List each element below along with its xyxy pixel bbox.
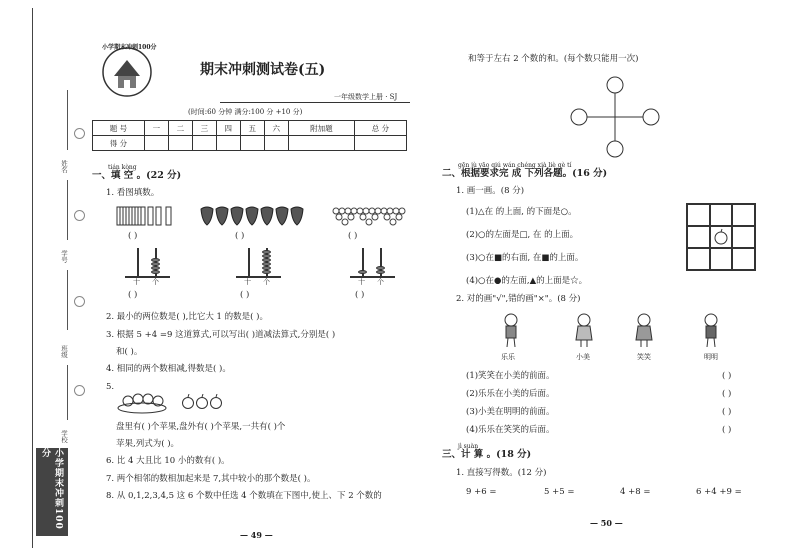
table-cell[interactable]	[355, 136, 407, 151]
question-5: 5.	[106, 382, 115, 392]
answer-blank[interactable]: ( )	[722, 389, 732, 399]
abacus-bead	[358, 270, 367, 274]
table-cell: 附加题	[288, 121, 354, 136]
abacus-base	[125, 276, 170, 278]
table-cell: 四	[216, 121, 240, 136]
grid-cell[interactable]	[687, 204, 710, 226]
answer-blank[interactable]: ( )	[240, 290, 250, 300]
grapes-icon	[330, 205, 410, 227]
abacus-base	[350, 276, 395, 278]
question-3: 3. 根据 5 +4 =9 这道算式,可以写出( )道减法算式,分别是( )	[106, 330, 336, 340]
child-figure-icon	[573, 312, 595, 348]
abacus	[350, 244, 395, 284]
section-heading: 一、填 空 。(22 分)	[92, 170, 182, 181]
calc-item[interactable]: 5 +5 =	[544, 487, 575, 497]
draw-task-2: (2)○的左面是□, 在 的上面。	[466, 230, 579, 240]
table-row	[93, 136, 407, 151]
child-name: 小美	[576, 353, 590, 361]
binding-hole	[74, 296, 85, 307]
grid-cell[interactable]	[732, 226, 755, 248]
draw-task-1: (1)△在 的上面, 的下面是○。	[466, 207, 577, 217]
question-5-text-cont: 苹果,列式为( )。	[116, 439, 180, 449]
calc-item[interactable]: 4 +8 =	[620, 487, 651, 497]
binding-hole	[74, 128, 85, 139]
page-title: 期末冲刺测试卷(五)	[200, 62, 326, 78]
table-cell[interactable]	[192, 136, 216, 151]
table-cell: 得 分	[93, 136, 145, 151]
spine-divider	[67, 270, 68, 330]
question-1: 1. 看图填数。	[106, 188, 160, 198]
section-heading: 二、根据要求完 成 下列各题。(16 分)	[442, 168, 608, 179]
spine-school-label: 学校	[60, 430, 68, 443]
statement: (1)笑笑在小美的前面。	[466, 371, 555, 381]
spine-divider	[67, 365, 68, 420]
grid-cell[interactable]	[710, 204, 733, 226]
binding-hole	[74, 385, 85, 396]
table-cell: 题 号	[93, 121, 145, 136]
answer-blank[interactable]: ( )	[722, 425, 732, 435]
exam-meta: (时间:60 分钟 满分:100 分 +10 分)	[188, 108, 303, 116]
logo-badge	[100, 42, 157, 100]
table-cell[interactable]	[240, 136, 264, 151]
question-2: 2. 最小的两位数是( ),比它大 1 的数是( )。	[106, 312, 268, 322]
question-1: 1. 画一画。(8 分)	[456, 186, 525, 196]
child-name: 明明	[704, 353, 718, 361]
tens-label: 十	[133, 278, 140, 286]
draw-task-3: (3)○在■的右面, 在■的上面。	[466, 253, 584, 263]
ones-label: 个	[263, 278, 270, 286]
abacus-rod	[137, 248, 139, 276]
calc-item[interactable]: 6 +4 +9 =	[696, 487, 742, 497]
spine-name-label: 姓名	[60, 160, 68, 173]
question-3-1: 1. 直接写得数。(12 分)	[456, 468, 547, 478]
grid-cell[interactable]	[732, 248, 755, 270]
strawberries-icon	[198, 205, 304, 227]
question-8: 8. 从 0,1,2,3,4,5 这 6 个数中任选 4 个数填在下图中,使上、下 2 个数的	[106, 491, 382, 501]
spine-class-label: 班级	[60, 345, 68, 358]
answer-blank[interactable]: ( )	[128, 231, 138, 241]
abacus-bead	[151, 270, 160, 274]
table-cell[interactable]	[264, 136, 288, 151]
question-5-text: 盘里有( )个苹果,盘外有( )个苹果,一共有( )个	[116, 422, 286, 432]
page-number: — 50 —	[590, 518, 623, 528]
spine-divider	[67, 180, 68, 240]
table-row	[93, 121, 407, 136]
answer-blank[interactable]: ( )	[722, 407, 732, 417]
answer-blank[interactable]: ( )	[348, 231, 358, 241]
pencils-bundle-icon	[116, 205, 174, 227]
ones-label: 个	[377, 278, 384, 286]
tens-label: 十	[358, 278, 365, 286]
ones-label: 个	[152, 278, 159, 286]
table-cell[interactable]	[168, 136, 192, 151]
question-4: 4. 相同的两个数相减,得数是( )。	[106, 364, 231, 374]
table-cell: 五	[240, 121, 264, 136]
statement: (2)乐乐在小美的后面。	[466, 389, 555, 399]
table-cell: 一	[144, 121, 168, 136]
table-cell[interactable]	[216, 136, 240, 151]
question-3-cont: 和( )。	[116, 347, 143, 357]
tens-label: 十	[244, 278, 251, 286]
question-7: 7. 两个相邻的数相加起来是 7,其中较小的那个数是( )。	[106, 474, 316, 484]
pinyin-annotation: jì suàn	[458, 443, 479, 450]
child-figure-icon	[700, 312, 722, 348]
child-figure-icon	[500, 312, 522, 348]
draw-task-4: (4)○在●的左面,▲的上面是☆。	[466, 276, 588, 286]
grade-label: 一年级数学上册 · SJ	[334, 93, 398, 101]
score-table	[92, 120, 407, 151]
question-6: 6. 比 4 大且比 10 小的数有( )。	[106, 456, 230, 466]
table-cell: 二	[168, 121, 192, 136]
logo-text: 小学期末冲刺100分	[102, 44, 157, 51]
abacus-base	[236, 276, 281, 278]
abacus-bead	[262, 270, 271, 274]
apple-plate-icon	[116, 388, 168, 414]
answer-blank[interactable]: ( )	[128, 290, 138, 300]
apples-icon	[180, 394, 226, 410]
abacus-rod	[248, 248, 250, 276]
grid-cell[interactable]	[687, 226, 710, 248]
answer-blank[interactable]: ( )	[355, 290, 365, 300]
apple-icon	[712, 228, 730, 246]
grid-cell[interactable]	[732, 204, 755, 226]
statement: (4)乐乐在笑笑的后面。	[466, 425, 555, 435]
pinyin-annotation: tián kòng	[108, 164, 137, 171]
abacus	[236, 244, 281, 284]
grid-cell[interactable]	[687, 248, 710, 270]
answer-blank[interactable]: ( )	[722, 371, 732, 381]
child-name: 笑笑	[637, 353, 651, 361]
spine-divider	[67, 90, 68, 150]
spine-id-label: 学号	[60, 250, 68, 263]
question-2: 2. 对的画"√",错的画"×"。(8 分)	[456, 294, 581, 304]
page-number: — 49 —	[240, 530, 273, 540]
table-cell: 三	[192, 121, 216, 136]
table-cell: 六	[264, 121, 288, 136]
abacus-bead	[376, 270, 385, 274]
child-figure-icon	[633, 312, 655, 348]
abacus	[125, 244, 170, 284]
table-cell[interactable]	[144, 136, 168, 151]
binding-line	[32, 8, 33, 548]
statement: (3)小美在明明的前面。	[466, 407, 555, 417]
brand-badge: 小学期末冲刺100分	[36, 448, 68, 536]
child-name: 乐乐	[501, 353, 515, 361]
table-cell[interactable]	[288, 136, 354, 151]
binding-hole	[74, 210, 85, 221]
cross-circles-diagram	[570, 76, 660, 158]
grid-cell[interactable]	[710, 248, 733, 270]
pinyin-annotation: gēn jù yāo qiú wán chéng xià liè gè tí	[458, 162, 572, 169]
calc-item[interactable]: 9 +6 =	[466, 487, 497, 497]
answer-blank[interactable]: ( )	[235, 231, 245, 241]
question-8-cont: 和等于左右 2 个数的和。(每个数只能用一次)	[468, 54, 639, 64]
section-heading: 三、计 算 。(18 分)	[442, 449, 532, 460]
table-cell: 总 分	[355, 121, 407, 136]
